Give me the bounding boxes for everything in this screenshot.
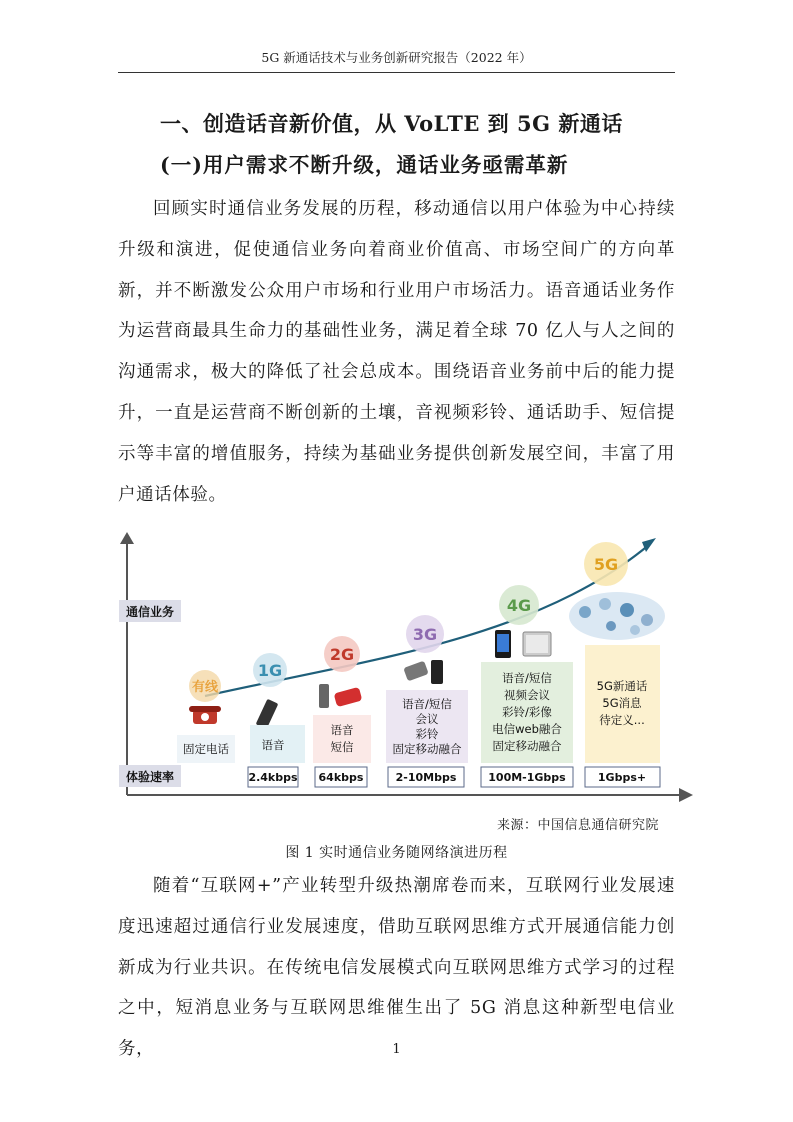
mobile-phone-1g-icon (256, 699, 279, 729)
stage-4g-service-2: 视频会议 (504, 688, 550, 702)
figure-caption: 图 1 实时通信业务随网络演进历程 (285, 845, 508, 861)
stage-1g-service: 语音 (261, 738, 285, 752)
stage-1g-label: 1G (257, 661, 283, 680)
smartphone-3g-icon (403, 660, 443, 684)
section-heading: 一、创造话音新价值，从 VoLTE 到 5G 新通话 (160, 111, 623, 136)
stage-4g-label: 4G (506, 596, 532, 615)
stage-2g-label: 2G (329, 645, 355, 664)
stage-2g-speed: 64kbps (318, 771, 364, 784)
stage-5g-speed: 1Gbps+ (597, 771, 647, 784)
body-paragraph-1: 回顾实时通信业务发展的历程，移动通信以用户体验为中心持续升级和演进，促使通信业务向着商业价值高、市场空间广的方向革新，并不断激发公众用户市场和行业用户市场活力。语音通话业务作为运营商最具生命力的基础性业务，满足着全球 70 亿人与人之间的沟通需求，极大的降低了社会总成本。围绕语音业务前中后的能力提升，一直是运营商不断创新的土壤，音视频彩铃、通话助手、短信提示等丰富的增值服务，持续为基础业务提供创新发展空间，丰富了用户通话体验。 (118, 199, 675, 505)
stage-wired-label: 有线 (191, 680, 219, 695)
stage-5g-service-3: 待定义... (599, 713, 645, 727)
stage-5g-label: 5G (593, 555, 619, 574)
x-axis-arrow (679, 788, 693, 802)
stage-4g-service-1: 语音/短信 (502, 671, 552, 685)
connected-world-icon (569, 592, 665, 640)
stage-3g-service-3: 彩铃 (415, 727, 439, 741)
stage-4g-speed: 100M-1Gbps (488, 771, 566, 784)
body-paragraph-2: 随着“互联网+”产业转型升级热潮席卷而来，互联网行业发展速度迅速超过通信行业发展速度，借助互联网思维方式开展通信能力创新成为行业共识。在传统电信发展模式向互联网思维方式学习的过程之中，短消息业务与互联网思维催生出了 5G 消息这种新型电信业务， (118, 876, 675, 1060)
y-axis-label: 通信业务 (125, 605, 175, 619)
mobile-phone-2g-icon (319, 684, 362, 708)
stage-3g-service-4: 固定移动融合 (392, 742, 462, 756)
subsection-heading: (一)用户需求不断升级，通话业务亟需革新 (160, 153, 569, 177)
page-number: 1 (392, 1042, 401, 1057)
stage-4g-service-4: 电信web融合 (492, 722, 562, 736)
header-rule (118, 72, 675, 73)
running-header: 5G 新通话技术与业务创新研究报告（2022 年） (261, 50, 532, 65)
telephone-icon (189, 706, 221, 724)
figure-source: 来源：中国信息通信研究院 (497, 818, 660, 833)
network-evolution-figure (115, 530, 695, 815)
stage-4g-service-3: 彩铃/彩像 (502, 705, 552, 719)
stage-3g-service-1: 语音/短信 (402, 697, 452, 711)
x-axis-label: 体验速率 (125, 770, 175, 784)
y-axis-arrow (120, 532, 134, 544)
stage-3g-service-2: 会议 (415, 712, 439, 726)
stage-5g-service-1: 5G新通话 (596, 679, 648, 693)
stage-2g-service-2: 短信 (330, 740, 354, 754)
smartphone-tablet-4g-icon (495, 630, 551, 658)
stage-3g-label: 3G (412, 625, 438, 644)
stage-5g-service-2: 5G消息 (602, 696, 642, 710)
stage-wired-service: 固定电话 (183, 742, 229, 756)
stage-4g-service-5: 固定移动融合 (492, 739, 562, 753)
stage-3g-speed: 2-10Mbps (395, 771, 457, 784)
stage-1g-speed: 2.4kbps (248, 771, 298, 784)
stage-2g-service-1: 语音 (330, 723, 354, 737)
